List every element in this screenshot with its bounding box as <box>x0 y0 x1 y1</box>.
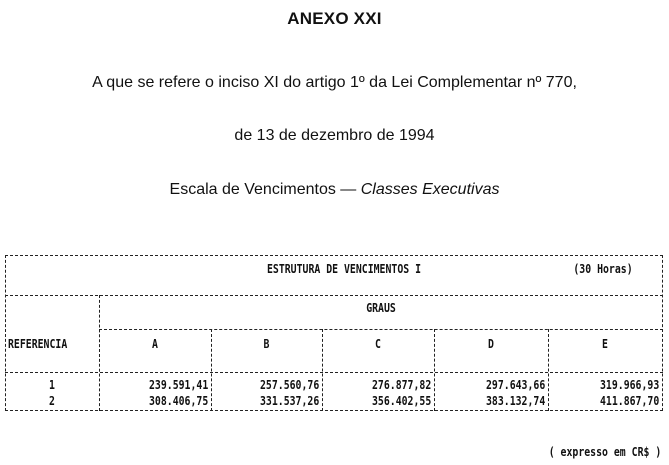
structure-title: ESTRUTURA DE VENCIMENTOS I <box>266 262 422 276</box>
grade-header-b: B <box>263 337 270 351</box>
reference-column-header: REFERENCIA <box>8 337 68 351</box>
salary-scale-title <box>0 181 669 199</box>
value-cell: 257.560,76 <box>259 378 319 392</box>
hours-label: (30 Horas) <box>573 262 633 276</box>
table-rule <box>322 329 323 411</box>
table-border-left <box>5 255 6 411</box>
grades-label: GRAUS <box>366 301 396 315</box>
table-rule <box>99 295 100 411</box>
table-rule <box>5 295 663 296</box>
currency-footnote: ( expresso em CR$ ) <box>548 445 661 459</box>
value-cell: 356.402,55 <box>371 394 431 408</box>
date-line: de 13 de dezembro de 1994 <box>234 127 435 144</box>
value-cell: 383.132,74 <box>485 394 545 408</box>
legal-reference-line: A que se refere o inciso XI do artigo 1º da Lei Complementar nº 770, <box>92 74 577 91</box>
annex-title: ANEXO XXI <box>287 9 382 28</box>
reference-cell: 1 <box>49 378 55 392</box>
table-rule <box>211 329 212 411</box>
value-cell: 411.867,70 <box>599 394 659 408</box>
value-cell: 276.877,82 <box>371 378 431 392</box>
table-rule <box>99 329 663 330</box>
salary-scale-prefix: Escala de Vencimentos — <box>169 181 361 198</box>
table-rule <box>5 372 663 373</box>
value-cell: 308.406,75 <box>148 394 208 408</box>
reference-cell: 2 <box>49 394 55 408</box>
table-rule <box>548 329 549 411</box>
value-cell: 297.643,66 <box>485 378 545 392</box>
grade-header-a: A <box>152 337 158 351</box>
table-border-right <box>662 255 663 411</box>
table-rule <box>434 329 435 411</box>
table-border-top <box>5 255 663 256</box>
grade-header-e: E <box>602 337 608 351</box>
value-cell: 331.537,26 <box>259 394 319 408</box>
salary-table <box>5 255 663 411</box>
grade-header-d: D <box>488 337 494 351</box>
value-cell: 319.966,93 <box>599 378 659 392</box>
table-border-bottom <box>5 410 663 411</box>
salary-scale-class: Classes Executivas <box>360 181 500 198</box>
grade-header-c: C <box>375 337 381 351</box>
value-cell: 239.591,41 <box>148 378 208 392</box>
